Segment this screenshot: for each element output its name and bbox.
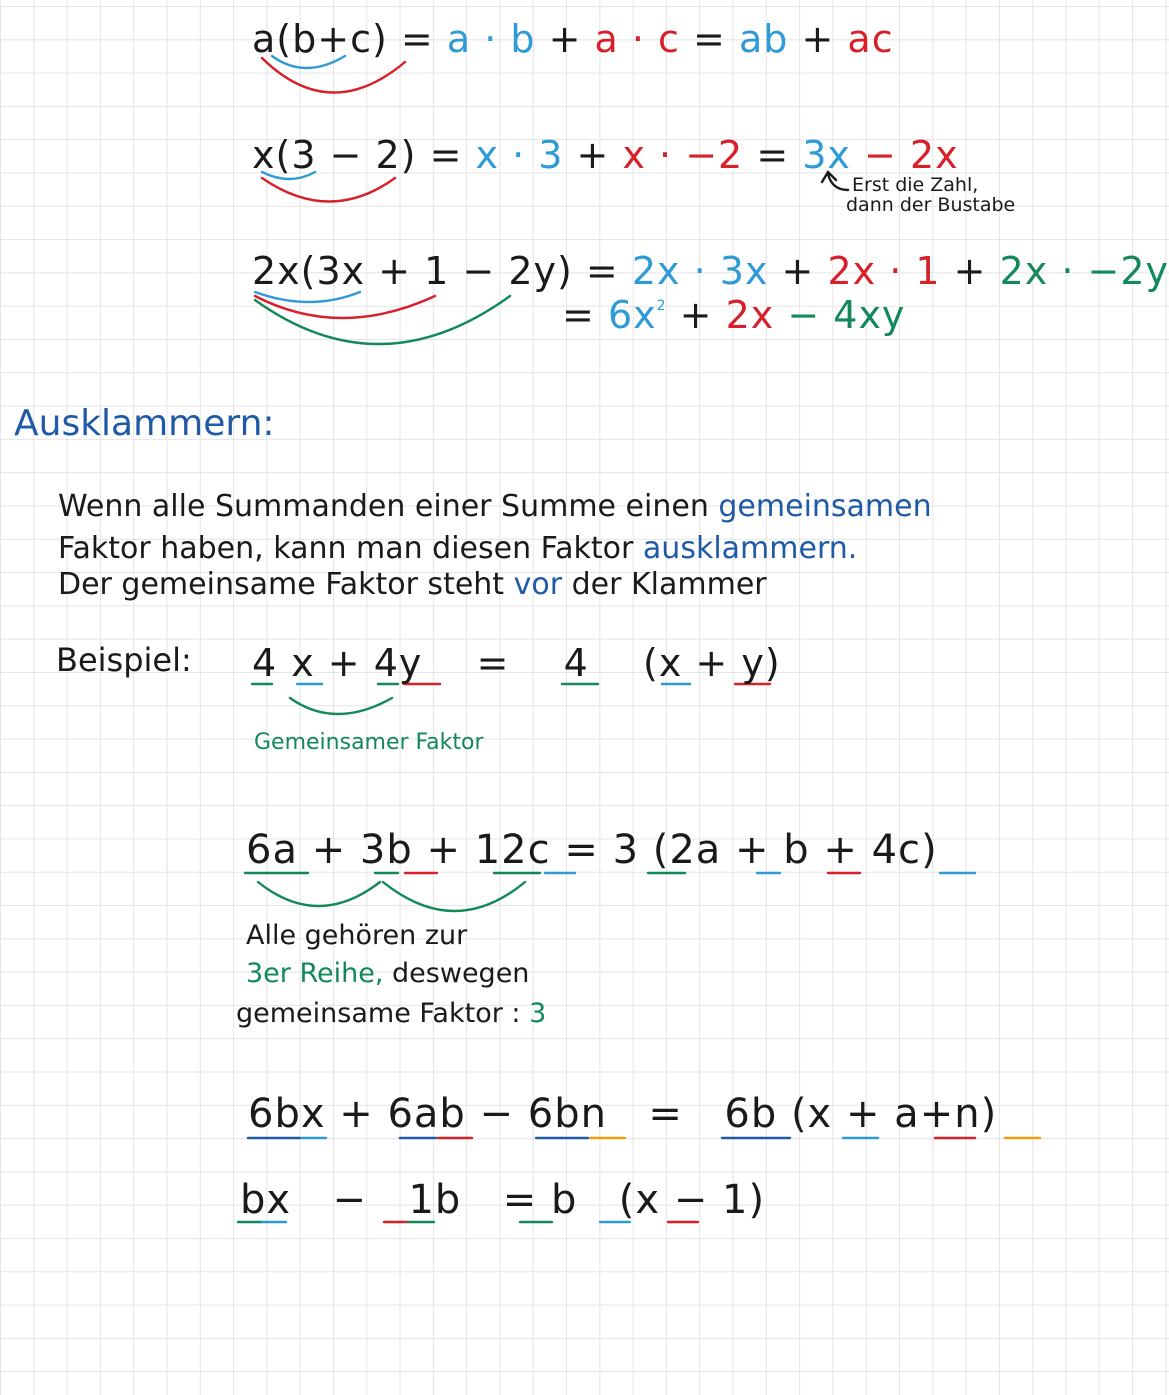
ex4-term1: bx bbox=[240, 1177, 292, 1223]
green-arc-3 bbox=[255, 296, 510, 344]
ex1-rplus: + bbox=[695, 641, 729, 685]
para1-highlight: gemeinsamen bbox=[718, 489, 932, 524]
ex1-rx: x bbox=[658, 641, 683, 685]
ex2-plus2: + bbox=[426, 827, 461, 873]
arc-ex2-2 bbox=[383, 882, 525, 911]
ex3-x: x bbox=[807, 1091, 833, 1137]
ex2-term2: 3b bbox=[359, 827, 413, 873]
ex4-x: x bbox=[635, 1177, 661, 1223]
ex1-factor: 4 bbox=[563, 641, 589, 685]
paragraph-line-2 bbox=[58, 531, 858, 566]
para3-text-end: der Klammer bbox=[571, 567, 767, 602]
red-arc-1 bbox=[262, 58, 405, 93]
eq2-equals: = bbox=[429, 133, 463, 177]
ex2-term3: 12c bbox=[474, 827, 551, 873]
ex4-equals: = bbox=[502, 1177, 538, 1223]
ex4-term2: 1b bbox=[408, 1177, 462, 1223]
ex2-plus1: + bbox=[311, 827, 347, 873]
para2-text: Faktor haben, kann man diesen Faktor bbox=[58, 531, 634, 566]
equation-1 bbox=[252, 17, 894, 61]
ex3-plus1: + bbox=[339, 1091, 374, 1137]
eq3-equals: = bbox=[585, 249, 619, 293]
ex4-minus1: − bbox=[332, 1177, 368, 1223]
para1-text: Wenn alle Summanden einer Summe einen bbox=[58, 489, 709, 524]
ex1-coef-b: 4 bbox=[373, 641, 399, 685]
ex1-close: ) bbox=[764, 641, 781, 685]
ex2-c: 4c bbox=[871, 827, 922, 873]
eq2-plus: + bbox=[576, 133, 610, 177]
eq3-result2: 2x bbox=[725, 293, 775, 337]
ex2-note-gemeinsame: gemeinsame Faktor : bbox=[236, 998, 521, 1029]
example-4-equation bbox=[240, 1177, 766, 1223]
ex1-equals: = bbox=[476, 641, 510, 685]
eq3-result3: 4xy bbox=[833, 293, 906, 337]
equation-2 bbox=[252, 133, 959, 177]
example-1-note: Gemeinsamer Faktor bbox=[254, 730, 484, 755]
example-3-equation bbox=[248, 1091, 998, 1137]
eq3-plus3: + bbox=[679, 293, 713, 337]
ex2-plus4: + bbox=[823, 827, 858, 873]
ex1-plus: + bbox=[327, 641, 361, 685]
example-2-equation bbox=[246, 827, 938, 873]
ex2-b: b bbox=[783, 827, 810, 873]
green-arc-ex1 bbox=[290, 698, 392, 714]
ex1-coef-a: 4 bbox=[252, 641, 278, 685]
eq2-term2: x · −2 bbox=[622, 133, 744, 177]
ex3-equals: = bbox=[648, 1091, 683, 1137]
ex1-x: x bbox=[291, 641, 315, 685]
ex4-open: ( bbox=[618, 1177, 636, 1223]
ex2-note-deswegen: deswegen bbox=[392, 958, 530, 989]
eq3-plus2: + bbox=[953, 249, 987, 293]
ex3-minus1: − bbox=[479, 1091, 515, 1137]
eq1-term1: a · b bbox=[446, 17, 536, 61]
ex1-ry: y bbox=[741, 641, 765, 685]
eq1-plus: + bbox=[548, 17, 582, 61]
example-2-note-line1: Alle gehören zur bbox=[246, 920, 468, 951]
eq2-lhs: x(3 − 2) bbox=[252, 133, 417, 177]
ex3-n: n bbox=[954, 1091, 981, 1137]
ex4-factor: b bbox=[550, 1177, 578, 1223]
red-arc-3 bbox=[255, 296, 435, 318]
ex3-close: ) bbox=[980, 1091, 998, 1137]
ex3-term1: 6bx bbox=[248, 1091, 326, 1137]
eq1-equals-2: = bbox=[693, 17, 726, 61]
eq1-term2: a · c bbox=[594, 17, 680, 61]
para2-highlight: ausklammern. bbox=[642, 531, 858, 566]
para3-highlight: vor bbox=[513, 567, 563, 602]
eq3-term3: 2x · −2y bbox=[999, 249, 1169, 293]
eq2-equals-2: = bbox=[756, 133, 790, 177]
eq3-result1-exponent: 2 bbox=[656, 298, 667, 314]
paragraph-line-3 bbox=[58, 567, 767, 602]
ex2-term1: 6a bbox=[246, 827, 298, 873]
ex3-term2: 6ab bbox=[387, 1091, 466, 1137]
eq1-equals: = bbox=[400, 17, 434, 61]
ex2-close: ) bbox=[921, 827, 938, 873]
example-label: Beispiel: bbox=[56, 641, 192, 679]
arc-ex2-1 bbox=[258, 882, 380, 906]
eq2-minus: − bbox=[864, 133, 897, 177]
ex1-y: y bbox=[398, 641, 423, 685]
ex3-plus3: + bbox=[919, 1091, 955, 1137]
ex3-a: a bbox=[894, 1091, 920, 1137]
ex2-open: ( bbox=[652, 827, 670, 873]
eq2-result1: 3x bbox=[802, 133, 851, 177]
eq2-term1: x · 3 bbox=[475, 133, 564, 177]
eq2-result2: 2x bbox=[909, 133, 959, 177]
ex3-plus2: + bbox=[845, 1091, 881, 1137]
eq2-note-line1: Erst die Zahl, bbox=[852, 174, 979, 196]
ex3-factor: 6b bbox=[724, 1091, 778, 1137]
eq3-term1: 2x · 3x bbox=[631, 249, 769, 293]
ex1-open: ( bbox=[643, 641, 659, 685]
example-2-note-line2 bbox=[246, 960, 529, 987]
eq3-lhs: 2x(3x + 1 − 2y) bbox=[252, 249, 573, 293]
blue-arc-3 bbox=[255, 292, 360, 302]
eq3-equals-2: = bbox=[562, 293, 595, 337]
eq1-plus-2: + bbox=[801, 17, 835, 61]
eq3-result1: 6x bbox=[607, 293, 657, 337]
section-heading: Ausklammern: bbox=[14, 403, 275, 444]
example-1-equation bbox=[252, 641, 781, 685]
equation-3-result bbox=[562, 293, 906, 337]
ex2-a: 2a bbox=[669, 827, 722, 873]
eq1-lhs: a(b+c) bbox=[252, 17, 388, 61]
eq3-minus: − bbox=[787, 293, 821, 337]
ex4-close: ) bbox=[748, 1177, 766, 1223]
eq3-plus1: + bbox=[781, 249, 815, 293]
ex3-open: ( bbox=[790, 1091, 808, 1137]
ex2-equals: = bbox=[564, 827, 599, 873]
ex4-one: 1 bbox=[722, 1177, 749, 1223]
red-arc-2 bbox=[262, 178, 395, 202]
example-2-note-line3 bbox=[236, 1000, 546, 1027]
eq2-note-line2: dann der Bustabe bbox=[846, 194, 1016, 216]
ex2-note-3: 3 bbox=[529, 998, 547, 1029]
ex2-note-reihe: Reihe, bbox=[299, 958, 384, 989]
ex2-note-3er: 3er bbox=[246, 958, 291, 989]
ex2-plus3: + bbox=[735, 827, 770, 873]
equation-3 bbox=[252, 249, 1169, 293]
paragraph-line-1 bbox=[58, 489, 932, 524]
eq1-result1: ab bbox=[738, 17, 789, 61]
eq1-result2: ac bbox=[847, 17, 894, 61]
ex3-term3: 6bn bbox=[527, 1091, 607, 1137]
eq3-term2: 2x · 1 bbox=[827, 249, 941, 293]
para3-text: Der gemeinsame Faktor steht bbox=[58, 567, 505, 602]
ex2-factor: 3 bbox=[612, 827, 640, 873]
ex4-minus2: − bbox=[673, 1177, 709, 1223]
